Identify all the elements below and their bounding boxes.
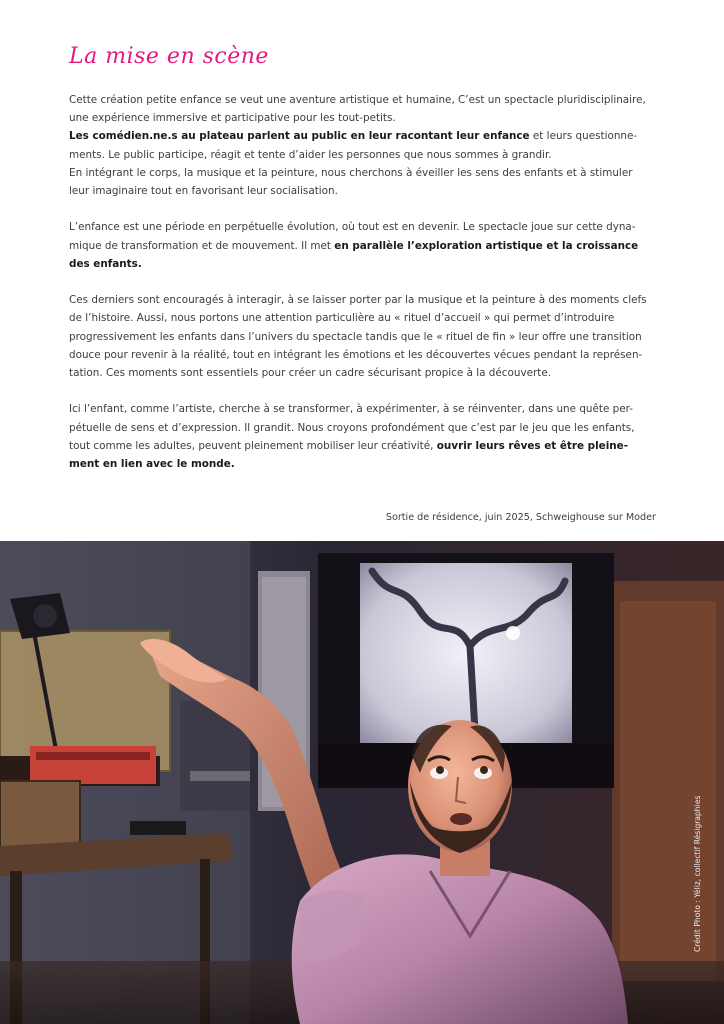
paragraph-transformation xyxy=(69,400,657,473)
text-line: leur imaginaire tout en favorisant leur socialisation. xyxy=(69,185,338,198)
text-line: douce pour revenir à la réalité, tout en intégrant les émotions et les découvertes vécues pendant la représen- xyxy=(69,348,643,361)
photo-credit: Crédit Photo : Yéliz, collectif Résigraphies xyxy=(693,795,702,952)
text-line: En intégrant le corps, la musique et la peinture, nous cherchons à éveiller les sens des enfants et à stimuler xyxy=(69,166,633,179)
emphasis-text: des enfants. xyxy=(69,257,142,270)
text-line: ments. Le public participe, réagit et tente d’aider les personnes que nous sommes à grandir. xyxy=(69,148,552,161)
text-line: de l’histoire. Aussi, nous portons une attention particulière au « rituel d’accueil » qui permet d’introduire xyxy=(69,312,615,325)
body-text xyxy=(69,91,657,473)
text-line: tation. Ces moments sont essentiels pour créer un cadre sécurisant propice à la découverte. xyxy=(69,367,552,380)
stage-photo-illustration xyxy=(0,541,724,1024)
text-line: progressivement les enfants dans l’univers du spectacle tandis que le « rituel de fin » leur offre une transition xyxy=(69,330,642,343)
text-line: mique de transformation et de mouvement. Il met xyxy=(69,239,335,252)
emphasis-text: ouvrir leurs rêves et être pleine- xyxy=(436,439,629,452)
text-line: Ici l’enfant, comme l’artiste, cherche à se transformer, à expérimenter, à se réinventer, dans une quête per- xyxy=(69,403,634,416)
emphasis-text: Les comédien.ne.s au plateau parlent au public en leur racontant leur enfance xyxy=(69,130,530,143)
text-line: L’enfance est une période en perpétuelle évolution, où tout est en devenir. Le spectacle joue sur cette dyna- xyxy=(69,221,636,234)
text-line: pétuelle de sens et d’expression. Il grandit. Nous croyons profondément que c’est par le jeu que les enfants, xyxy=(69,421,635,434)
text-line: Ces derniers sont encouragés à interagir, à se laisser porter par la musique et la peinture à des moments clefs xyxy=(69,294,647,307)
residence-note: Sortie de résidence, juin 2025, Schweighouse sur Moder xyxy=(385,512,656,523)
emphasis-text: ment en lien avec le monde. xyxy=(69,458,235,471)
text-line: une expérience immersive et participative pour les tout-petits. xyxy=(69,112,396,125)
stage-photo xyxy=(0,541,724,1024)
emphasis-text: en parallèle l’exploration artistique et la croissance xyxy=(334,239,639,252)
paragraph-evolution xyxy=(69,218,657,273)
text-line: et leurs questionne- xyxy=(529,130,638,143)
text-line: Cette création petite enfance se veut une aventure artistique et humaine, C’est un spectacle pluridisciplinaire, xyxy=(69,94,646,106)
paragraph-rituals xyxy=(69,291,657,382)
page-title: La mise en scène xyxy=(69,44,269,69)
text-line: tout comme les adultes, peuvent pleinement mobiliser leur créativité, xyxy=(69,439,437,452)
paragraph-intro xyxy=(69,91,657,200)
